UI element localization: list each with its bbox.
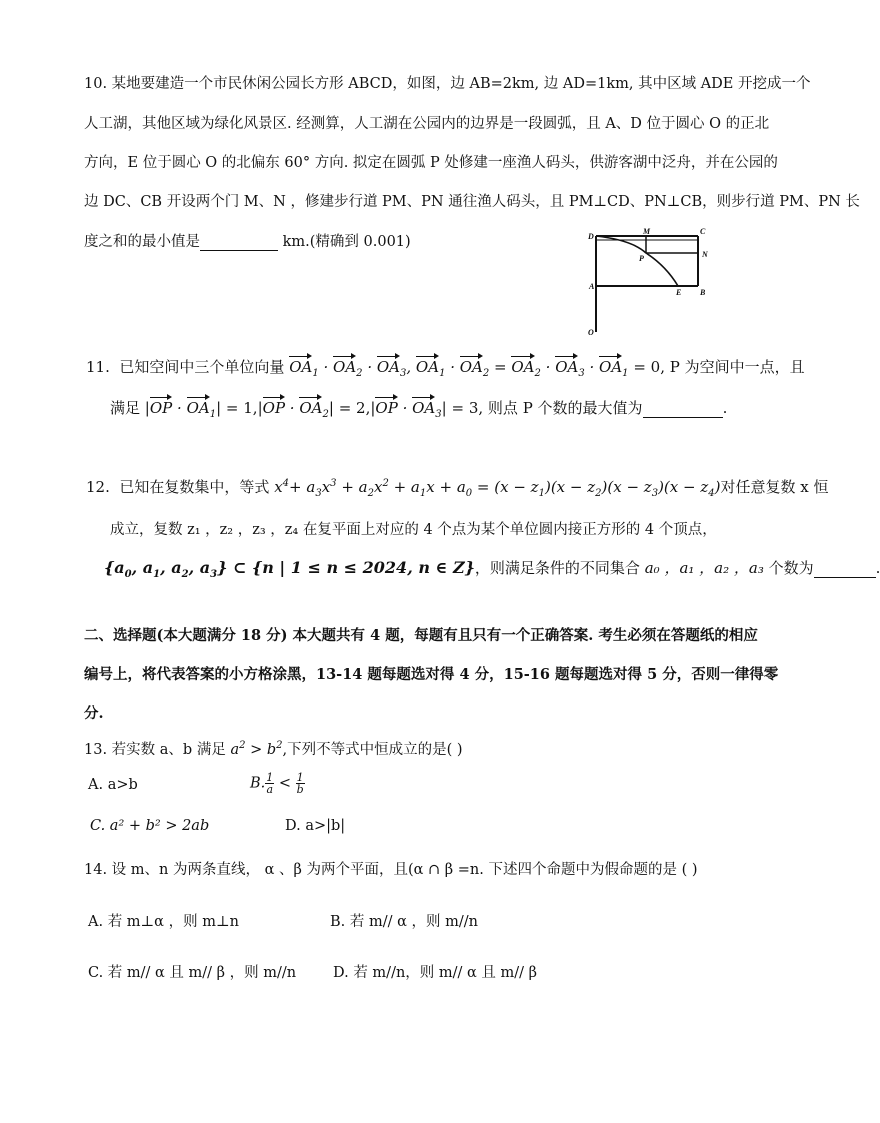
- q10-figure: [584, 226, 712, 338]
- section2-line1: 二、选择题(本大题满分 18 分) 本大题共有 4 题，每题有且只有一个正确答案. 考生必须在答题纸的相应: [84, 627, 758, 644]
- q11-line2: 满足 $|OP \cdot OA_1| = 1,|OP \cdot OA_2| = 2,|OP \cdot OA_3| = 3$, 则点 P 个数的最大值为 .: [110, 399, 728, 420]
- q10-line5: [84, 230, 411, 251]
- q13-stem: 13. 若实数 a、b 满足 $a^2 > b^2$,下列不等式中恒成立的是( ): [84, 740, 463, 758]
- fig-label-b: B: [700, 288, 706, 297]
- q12-polynomial: $x^4+ a_3x^3 + a_2x^2 + a_1x + a_0 = (x - z_1)(x - z_2)(x - z_3)(x - z_4)$: [274, 478, 721, 499]
- q14-option-a[interactable]: A. 若 m⊥α ，则 m⊥n: [88, 914, 239, 930]
- section2-line2: 编号上，将代表答案的小方格涂黑，13-14 题每题选对得 4 分，15-16 题每题选对得 5 分，否则一律得零: [84, 666, 779, 683]
- q12-line2: 成立，复数 z₁ ，z₂ ，z₃ ，z₄ 在复平面上对应的 4 个点为某个单位圆内接正方形的 4 个顶点，: [110, 522, 717, 538]
- q14-option-b[interactable]: B. 若 m// α ，则 m//n: [330, 914, 478, 930]
- q11-question: 则点 P 个数的最大值为: [487, 399, 643, 417]
- q11-stem: 已知空间中三个单位向量: [119, 358, 285, 376]
- q13-option-a[interactable]: A. a>b: [88, 777, 138, 793]
- q14-option-d[interactable]: D. 若 m//n，则 m// α 且 m// β: [333, 965, 538, 981]
- q13-option-d[interactable]: D. a>|b|: [285, 818, 346, 834]
- q13-option-c[interactable]: C. a² + b² > 2ab: [90, 818, 210, 834]
- q11-answer-blank[interactable]: [643, 399, 723, 418]
- q10-answer-blank[interactable]: [200, 234, 278, 251]
- fig-label-a: A: [589, 282, 595, 291]
- q11-vector-expr: $OA_1 \cdot OA_2 \cdot OA_3$, $OA_1 \cdot OA_2 = OA_2 \cdot OA_3 \cdot OA_1$: [289, 358, 629, 379]
- q13-option-b[interactable]: B. $\frac{1}{a}$ < $\frac{1}{b}$: [250, 771, 304, 796]
- section2-line3: 分.: [84, 705, 104, 722]
- q11-condition: = 0,: [633, 358, 665, 376]
- q12-line1: [86, 476, 828, 499]
- q12-number: 12.: [86, 478, 110, 496]
- q10-line4: 边 DC、CB 开设两个门 M、N ，修建步行道 PM、PN 通往渔人码头，且 PM⊥CD、PN⊥CB，则步行道 PM、PN 长: [84, 194, 860, 210]
- fig-label-o: O: [588, 328, 594, 337]
- q12-post: 对任意复数 x 恒: [720, 478, 829, 496]
- q12-line3: {$a_0$, $a_1$, $a_2$, $a_3$} ⊂ {n | 1 ≤ n ≤ 2024, n ∈ Z}，则满足条件的不同集合 a₀ ，a₁ ，a₂ ，a₃ 个数为 .: [104, 558, 880, 581]
- fig-arc-de: [596, 236, 678, 286]
- q10-line5-post: km.(精确到 0.001): [278, 234, 411, 250]
- q12-set-condition: {$a_0$, $a_1$, $a_2$, $a_3$} ⊂ {n | 1 ≤ n ≤ 2024, n ∈ Z}: [104, 558, 475, 581]
- q10-line3: 方向，E 位于圆心 O 的北偏东 60° 方向. 拟定在圆弧 P 处修建一座渔人码头，供游客湖中泛舟，并在公园的: [84, 155, 778, 171]
- fig-label-p: P: [639, 254, 644, 263]
- q11-number: 11.: [86, 358, 110, 376]
- q10-line1: 10. 某地要建造一个市民休闲公园长方形 ABCD，如图，边 AB=2km, 边 AD=1km, 其中区域 ADE 开挖成一个: [84, 76, 811, 92]
- q11-satisfy: 满足: [110, 399, 141, 417]
- q12-stem: 已知在复数集中，等式: [119, 478, 270, 496]
- q12-question: ，则满足条件的不同集合: [474, 559, 640, 577]
- q10-line2: 人工湖，其他区域为绿化风景区. 经测算，人工湖在公园内的边界是一段圆弧，且 A、D 位于圆心 O 的正北: [84, 116, 770, 132]
- q10-line5-pre: 度之和的最小值是: [84, 234, 200, 250]
- fig-label-c: C: [700, 227, 706, 236]
- q11-post: P 为空间中一点，且: [664, 358, 805, 376]
- fig-label-d: D: [588, 232, 594, 241]
- fig-label-m: M: [643, 227, 651, 236]
- q14-stem: 14. 设 m、n 为两条直线， α 、β 为两个平面，且(α ∩ β =n. 下述四个命题中为假命题的是 ( ): [84, 862, 698, 878]
- fig-label-e: E: [676, 288, 682, 297]
- q12-vars: a₀ ，a₁ ，a₂ ，a₃: [644, 559, 764, 577]
- q12-answer-blank[interactable]: [814, 559, 876, 578]
- q14-option-c[interactable]: C. 若 m// α 且 m// β ，则 m//n: [88, 965, 297, 981]
- fig-label-n: N: [702, 250, 708, 259]
- q11-line1: [86, 356, 805, 379]
